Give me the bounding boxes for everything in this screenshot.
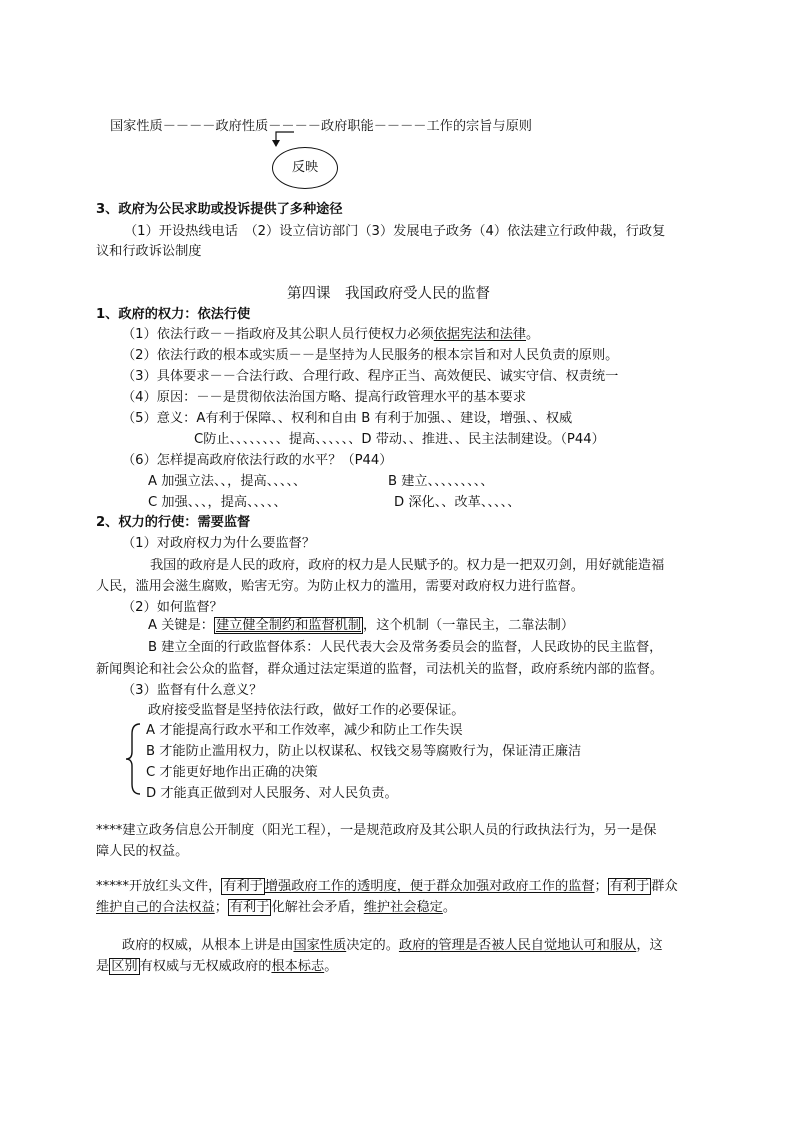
note2-box-3: 有利于 [229, 900, 270, 915]
s2-q2-b1: B 建立全面的行政监督体系：人民代表大会及常务委员会的监督，人民政协的民主监督， [148, 640, 663, 655]
s1-p1-underline: 依据宪法和法律 [433, 327, 527, 342]
final-text-c: 决定的。 [346, 938, 399, 953]
final-line1 [122, 937, 663, 955]
s2-q1-line2: 人民，滥用会滋生腐败，贻害无穷。为防止权力的滥用，需要对政府权力进行监督。 [96, 579, 584, 594]
final-end: 。 [324, 959, 338, 974]
s1-p1 [122, 326, 539, 344]
s2-q1: （1）对政府权力为什么要监督？ [122, 536, 316, 551]
note2-sep-1: ； [594, 879, 608, 894]
note2-underline-2: 维护自己的合法权益 [96, 900, 215, 915]
final-underline-3: 根本标志 [271, 959, 325, 974]
s3-heading: 3、政府为公民求助或投诉提供了多种途径 [96, 202, 343, 217]
final-underline-1: 国家性质 [293, 938, 347, 953]
s1-p2: （2）依法行政的根本或实质－－是坚持为人民服务的根本宗旨和对人民负责的原则。 [122, 348, 619, 363]
s2-q2-a [148, 617, 574, 635]
s2-q3-c: C 才能更好地作出正确的决策 [146, 765, 318, 780]
s1-p5a: （5）意义：A有利于保障、、权利和自由 B 有利于加强、、建设，增强、、权威 [122, 411, 573, 426]
final-underline-2: 政府的管理是否被人民自觉地认可和服从 [398, 938, 637, 953]
s3-line2: 议和行政诉讼制度 [96, 244, 202, 259]
note2-line1 [96, 878, 678, 896]
final-text-a: 政府的权威，从根本上讲是由 [122, 938, 294, 953]
final-line2 [96, 958, 337, 976]
note2-word: 群众 [651, 879, 678, 894]
note1-line2: 障人民的权益。 [96, 844, 189, 859]
s1-heading: 1、政府的权力：依法行使 [96, 307, 251, 322]
s1-p6a: A 加强立法、、，提高、、、、、 [148, 474, 307, 489]
s2-q3: （3）监督有什么意义？ [122, 683, 263, 698]
s2-q1-line1: 我国的政府是人民的政府，政府的权力是人民赋予的。权力是一把双刃剑，用好就能造福 [150, 558, 665, 573]
s2-q2: （2）如何监督？ [122, 600, 223, 615]
note2-box-1: 有利于 [223, 879, 263, 894]
final-text-e: ，这 [636, 938, 663, 953]
s1-p6d: D 深化、、改革、、、、、 [394, 495, 521, 510]
s1-p6b: B 建立、、、、、、、、、 [388, 474, 494, 489]
s2-q3-b: B 才能防止滥用权力，防止以权谋私、权钱交易等腐败行为，保证清正廉洁 [146, 744, 582, 759]
note2-sep-2: ； [214, 900, 228, 915]
flow-line: 国家性质－－－－政府性质－－－－政府职能－－－－工作的宗旨与原则 [110, 119, 532, 134]
s2-q3-a: A 才能提高行政水平和工作效率，减少和防止工作失误 [146, 723, 463, 738]
lesson-title: 第四课 我国政府受人民的监督 [287, 286, 490, 302]
final-box: 区别 [111, 959, 138, 974]
s1-p6: （6）怎样提高政府依法行政的水平？（P44） [122, 453, 393, 468]
note2-end: 。 [442, 900, 457, 915]
s1-p4: （4）原因：－－是贯彻依法治国方略、提高行政管理水平的基本要求 [122, 390, 527, 405]
note2-text: 化解社会矛盾， [271, 900, 364, 915]
s1-p5b: C防止、、、、、、、、提高、、、、、、D 带动、、推进、、民主法制建设。（P44） [194, 432, 605, 447]
s3-line1: （1）开设热线电话 （2）设立信访部门（3）发展电子政务（4）依法建立行政仲裁，行政复 [124, 224, 666, 239]
note2-underline-1: 增强政府工作的透明度，便于群众加强对政府工作的监督 [264, 879, 595, 894]
note2-intro: *****开放红头文件， [96, 879, 222, 894]
note2-underline-3: 维护社会稳定 [363, 900, 443, 915]
s2-q2-b2: 新闻舆论和社会公众的监督，群众通过法定渠道的监督，司法机关的监督，政府系统内部的监督。 [96, 662, 664, 677]
s2-q2-a-label: A 关键是： [148, 618, 214, 633]
s1-p6c: C 加强、、、，提高、、、、、 [148, 495, 287, 510]
brace-icon [125, 722, 143, 796]
note2-box-2: 有利于 [609, 879, 650, 894]
s2-q3-d: D 才能真正做到对人民服务、对人民负责。 [146, 786, 398, 801]
note1-line1: ****建立政务信息公开制度（阳光工程），一是规范政府及其公职人员的行政执法行为，另一是保 [96, 823, 657, 838]
note2-line2 [96, 899, 456, 917]
final-text-f: 是 [96, 959, 110, 974]
s2-q3-intro: 政府接受监督是坚持依法行政，做好工作的必要保证。 [148, 703, 465, 718]
s1-p3: （3）具体要求－－合法行政、合理行政、程序正当、高效便民、诚实守信、权责统一 [122, 369, 619, 384]
arrow-icon [272, 128, 296, 148]
s2-q2-a-rest: ，这个机制（一靠民主，二靠法制） [363, 618, 575, 633]
reflect-oval: 反映 [272, 147, 338, 189]
final-text-h: 有权威与无权威政府的 [139, 959, 272, 974]
s1-p1-end: 。 [526, 327, 540, 342]
s1-p1-text: （1）依法行政－－指政府及其公职人员行使权力必须 [122, 327, 434, 342]
s2-q2-a-boxed: 建立健全制约和监督机制 [215, 618, 362, 633]
s2-heading: 2、权力的行使：需要监督 [96, 515, 251, 530]
